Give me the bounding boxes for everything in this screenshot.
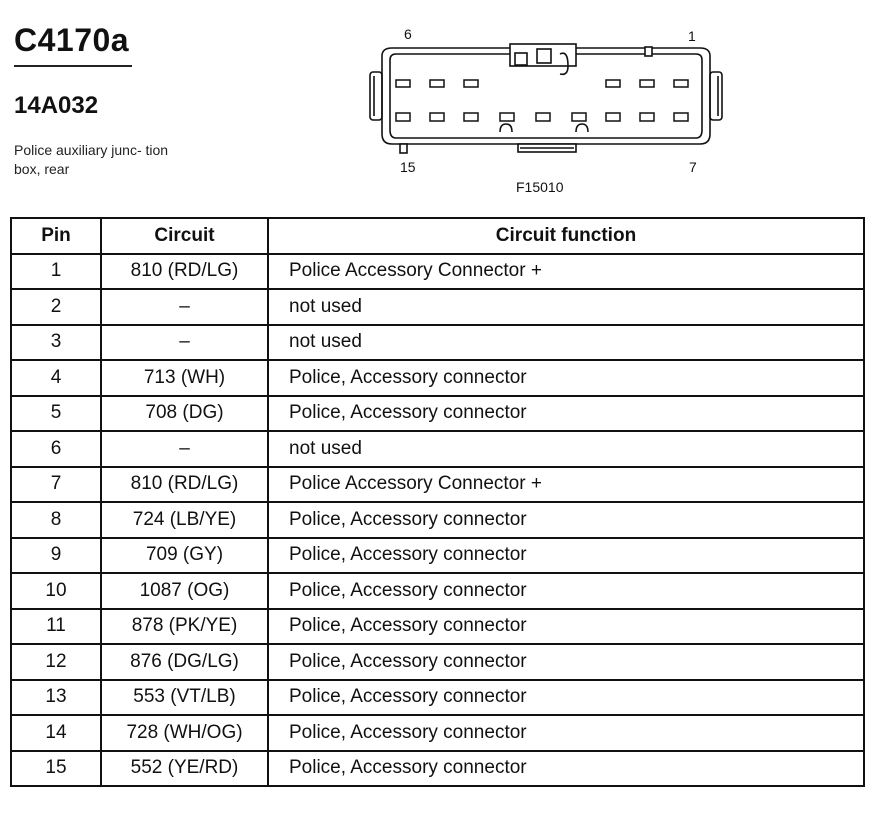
table-row xyxy=(11,538,864,574)
circuit-function: not used xyxy=(268,325,864,361)
table-row xyxy=(11,254,864,290)
circuit-code: 876 (DG/LG) xyxy=(101,644,268,680)
circuit-function: Police, Accessory connector xyxy=(268,644,864,680)
circuit-function: Police, Accessory connector xyxy=(268,360,864,396)
table-row xyxy=(11,502,864,538)
figure-id: F15010 xyxy=(516,179,564,195)
pin-number: 13 xyxy=(11,680,101,716)
circuit-function: Police, Accessory connector xyxy=(268,396,864,432)
circuit-function: Police, Accessory connector xyxy=(268,751,864,787)
circuit-code: – xyxy=(101,325,268,361)
pin-number: 5 xyxy=(11,396,101,432)
connector-face-diagram xyxy=(360,24,730,199)
table-body xyxy=(11,254,864,787)
connector-housing xyxy=(370,44,722,153)
circuit-function: Police, Accessory connector xyxy=(268,715,864,751)
circuit-code: 713 (WH) xyxy=(101,360,268,396)
circuit-code: 810 (RD/LG) xyxy=(101,254,268,290)
table-row xyxy=(11,715,864,751)
pin-circuit-table xyxy=(10,217,865,787)
circuit-function: Police, Accessory connector xyxy=(268,573,864,609)
part-number: 14A032 xyxy=(14,92,99,119)
circuit-code: 553 (VT/LB) xyxy=(101,680,268,716)
pin-label-7: 7 xyxy=(689,159,697,175)
connector-id: C4170a xyxy=(14,22,130,58)
circuit-code: 552 (YE/RD) xyxy=(101,751,268,787)
pin-number: 11 xyxy=(11,609,101,645)
pin-label-15: 15 xyxy=(400,159,416,175)
pin-label-6: 6 xyxy=(404,26,412,42)
table-row xyxy=(11,289,864,325)
connector-description: Police auxiliary junc- tion box, rear xyxy=(14,142,169,177)
pin-number: 6 xyxy=(11,431,101,467)
pin-number: 4 xyxy=(11,360,101,396)
circuit-code: 1087 (OG) xyxy=(101,573,268,609)
pin-number: 1 xyxy=(11,254,101,290)
circuit-function: not used xyxy=(268,289,864,325)
pin-number: 12 xyxy=(11,644,101,680)
circuit-code: 878 (PK/YE) xyxy=(101,609,268,645)
circuit-code: 724 (LB/YE) xyxy=(101,502,268,538)
header-circuit: Circuit xyxy=(101,218,268,254)
table-row xyxy=(11,360,864,396)
pin-number: 15 xyxy=(11,751,101,787)
table-row xyxy=(11,396,864,432)
table-row xyxy=(11,467,864,503)
pin-number: 14 xyxy=(11,715,101,751)
circuit-function: Police Accessory Connector + xyxy=(268,254,864,290)
pin-number: 9 xyxy=(11,538,101,574)
header-circuit-function: Circuit function xyxy=(268,218,864,254)
table-row xyxy=(11,680,864,716)
table-row xyxy=(11,325,864,361)
circuit-code: – xyxy=(101,289,268,325)
table-row xyxy=(11,751,864,787)
circuit-function: Police Accessory Connector + xyxy=(268,467,864,503)
circuit-function: Police, Accessory connector xyxy=(268,538,864,574)
circuit-code: 709 (GY) xyxy=(101,538,268,574)
pin-number: 10 xyxy=(11,573,101,609)
table-header-row xyxy=(11,218,864,254)
pin-number: 7 xyxy=(11,467,101,503)
pin-number: 3 xyxy=(11,325,101,361)
circuit-code: 810 (RD/LG) xyxy=(101,467,268,503)
circuit-code: – xyxy=(101,431,268,467)
table-row xyxy=(11,431,864,467)
pin-number: 8 xyxy=(11,502,101,538)
table-row xyxy=(11,573,864,609)
circuit-code: 728 (WH/OG) xyxy=(101,715,268,751)
title-underline xyxy=(14,65,132,67)
pin-label-1: 1 xyxy=(688,28,696,44)
circuit-function: Police, Accessory connector xyxy=(268,680,864,716)
table-row xyxy=(11,609,864,645)
table-row xyxy=(11,644,864,680)
circuit-function: Police, Accessory connector xyxy=(268,609,864,645)
circuit-function: Police, Accessory connector xyxy=(268,502,864,538)
circuit-code: 708 (DG) xyxy=(101,396,268,432)
circuit-function: not used xyxy=(268,431,864,467)
header-pin: Pin xyxy=(11,218,101,254)
pin-number: 2 xyxy=(11,289,101,325)
